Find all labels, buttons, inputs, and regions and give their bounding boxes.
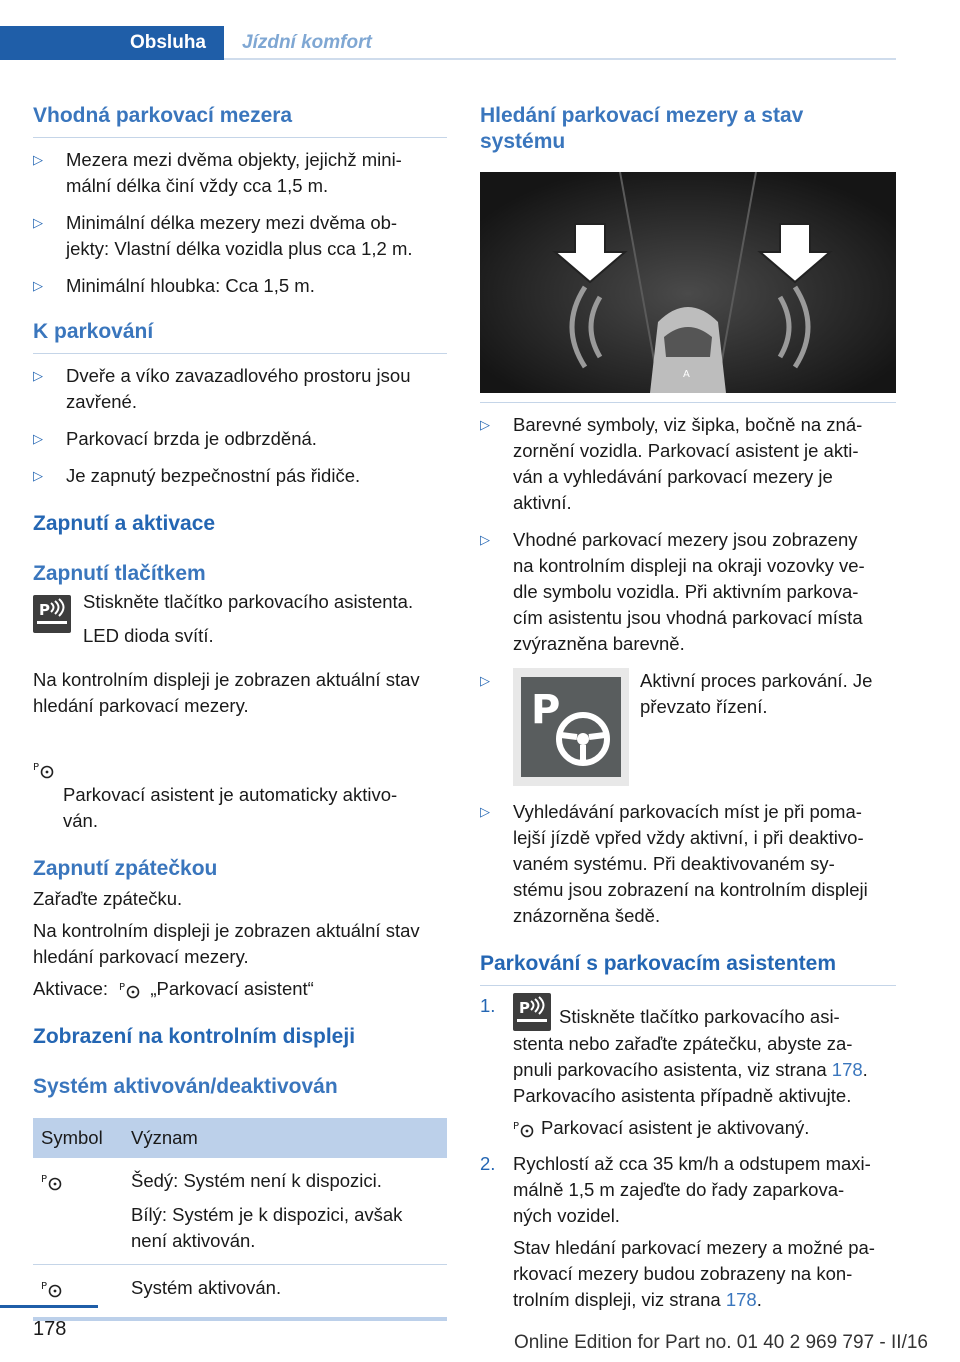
parking-active-image [513,668,629,786]
triangle-bullet-icon: ▷ [33,368,43,383]
list-item [480,799,896,929]
parking-list [33,363,447,489]
section-title-activation: Zapnutí a aktivace [33,512,216,535]
divider [33,137,447,138]
parking-display-illustration [480,172,896,393]
table-row [33,1158,447,1265]
instruction-text: Stiskněte tlačítko parkovacího asistenta. [83,591,414,612]
left-column [33,103,447,1321]
list-item-text: Minimální délka mezery mezi dvěma ob- jekty: Vlastní délka vozidla plus cca 1,2 m. [66,212,413,259]
step-text-part: . [756,1289,762,1310]
activation-value: „Parkovací asistent“ [150,978,314,999]
list-item [33,463,447,489]
svg-text:P: P [33,762,40,774]
park-assist-symbol-icon [33,730,55,782]
triangle-bullet-icon: ▷ [33,152,43,167]
list-item-text: Barevné symboly, viz šipka, bočně na zná- zornění vozidla. Parkovací asistent je akti- ván a vyhledávání parkovací mezery je aktivní. [513,414,863,513]
svg-text:P: P [41,1281,48,1293]
activation-line [33,976,447,1002]
list-item-text: Aktivní proces parkování. Je převzato řízení. [640,670,873,717]
step-text [513,993,896,1031]
button-instruction [33,589,447,649]
list-item [33,426,447,452]
svg-text:P: P [519,999,530,1017]
step-1 [480,993,896,1141]
triangle-bullet-icon: ▷ [33,468,43,483]
divider [480,985,896,986]
triangle-bullet-icon: ▷ [33,431,43,446]
section-title-button: Zapnutí tlačítkem [33,562,206,585]
svg-text:P: P [41,1174,48,1186]
list-item [480,668,896,788]
meaning-text: Systém aktivován. [131,1277,282,1298]
step-text-part: Stiskněte tlačítko parkovacího asi- [559,1006,840,1027]
activation-label: Aktivace: [33,978,109,999]
park-assist-symbol-icon [41,1279,63,1299]
paragraph: Na kontrolním displeji je zobrazen aktuální stav hledání parkovací mezery. [33,669,420,716]
table-row [33,1265,447,1320]
tab-obsluha-label: Obsluha [129,32,206,53]
list-item-text: Dveře a víko zavazadlového prostoru jsou zavřené. [66,365,411,412]
list-item-text: Je zapnutý bezpečnostní pás řidiče. [66,465,361,486]
triangle-bullet-icon: ▷ [480,417,490,432]
step-subtext-part: Parkovací asistent je aktivovaný. [541,1117,810,1138]
list-item-text: Vyhledávání parkovacích míst je při poma- lejší jízdě vpřed vždy aktivní, i při deaktivo- vaném systému. Při deaktivovaném sy- stému jsou zobrazení na kontrolním displeji znázorněna šedě. [513,801,868,926]
symbol-table [33,1118,447,1321]
divider [33,353,447,354]
section-title-reverse: Zapnutí zpátečkou [33,857,218,880]
table-cell-meaning [123,1158,447,1265]
tab-obsluha[interactable] [0,26,224,60]
triangle-bullet-icon: ▷ [480,532,490,547]
park-assist-button-icon [513,993,551,1031]
table-header-symbol: Symbol [33,1118,123,1158]
step-text: Rychlostí až cca 35 km/h a odstupem maxi- málně 1,5 m zajeďte do řady zaparkova- ných vozidel. [513,1153,871,1226]
search-status-list [480,412,896,929]
section-title-parking-with-assist: Parkování s parkovacím asistentem [480,952,837,975]
meaning-text: Bílý: Systém je k dispozici, avšak není aktivován. [131,1204,403,1251]
parking-steering-icon [521,677,621,777]
instruction-text: LED dioda svítí. [83,625,214,646]
note-text: Parkovací asistent je automaticky aktivo- ván. [63,784,398,831]
list-item [33,210,447,262]
svg-text:P: P [531,687,561,733]
list-item-text: Minimální hloubka: Cca 1,5 m. [66,275,315,296]
paragraph: Na kontrolním displeji je zobrazen aktuální stav hledání parkovací mezery. [33,920,420,967]
section-title-parking: K parkování [33,320,154,343]
table-cell-symbol [33,1158,123,1265]
step-2 [480,1151,896,1313]
section-title-suitable-space: Vhodná parkovací mezera [33,104,293,127]
auto-active-note [33,730,447,834]
table-header-row [33,1118,447,1158]
svg-text:P: P [119,982,126,994]
triangle-bullet-icon: ▷ [33,215,43,230]
park-assist-button-icon [33,595,71,633]
list-item-text: Mezera mezi dvěma objekty, jejichž mini- mální délka činí vždy cca 1,5 m. [66,149,402,196]
step-number: 1. [480,995,496,1016]
step-text-part: Stav hledání parkovací mezery a možné pa- rkovací mezery budou zobrazeny na kon- trolním displeji, viz strana [513,1237,875,1310]
table-cell-meaning [123,1265,447,1320]
park-assist-symbol-icon [41,1172,63,1192]
page-link[interactable]: 178 [725,1289,757,1310]
step-text-part: . Parkovacího asistenta případně aktivujte. [513,1059,868,1106]
right-column [480,103,896,1313]
suitable-space-list [33,147,447,299]
section-title-search-status: Hledání parkovací mezery a stav systému [480,104,804,153]
edition-note: Online Edition for Part no. 01 40 2 969 797 - II/16 [513,1332,928,1353]
tab-jizdni-komfort[interactable] [224,26,372,60]
table-header-meaning: Význam [123,1118,447,1158]
header-divider [224,58,896,60]
meaning-text: Šedý: Systém není k dispozici. [131,1170,382,1191]
page-number: 178 [33,1318,67,1340]
park-assist-symbol-icon [119,980,141,1000]
list-item [33,147,447,199]
table-cell-symbol [33,1265,123,1320]
triangle-bullet-icon: ▷ [33,278,43,293]
step-text-part: stenta nebo zařaďte zpátečku, abyste za- pnuli parkovacího asistenta, viz strana [513,1033,853,1080]
triangle-bullet-icon: ▷ [480,804,490,819]
list-item [33,363,447,415]
step-text [513,1031,896,1109]
svg-text:P: P [39,601,50,619]
step-subtext [513,1235,896,1313]
list-item-text: Parkovací brzda je odbrzděná. [66,428,317,449]
list-item [33,273,447,299]
section-title-status: Systém aktivován/deaktivován [33,1075,338,1098]
step-number: 2. [480,1153,496,1174]
list-item [480,527,896,657]
park-assist-symbol-icon [513,1119,535,1139]
triangle-bullet-icon: ▷ [480,673,490,688]
parking-display-image [480,172,896,393]
svg-text:P: P [513,1121,520,1133]
list-item [480,412,896,516]
divider [480,402,896,403]
list-item-text: Vhodné parkovací mezery jsou zobrazeny na kontrolním displeji na okraji vozovky ve- dle symbolu vozidla. Při aktivním parkova- cím asistentu jsou vhodná parkovací místa zvýrazněna barevně. [513,529,865,654]
step-subtext [513,1115,896,1141]
footer-divider [0,1305,98,1308]
page-link[interactable]: 178 [831,1059,863,1080]
tab-jizdni-komfort-label: Jízdní komfort [242,32,372,53]
section-title-display: Zobrazení na kontrolním displeji [33,1025,356,1048]
svg-text:A: A [683,369,690,380]
paragraph: Zařaďte zpátečku. [33,888,183,909]
